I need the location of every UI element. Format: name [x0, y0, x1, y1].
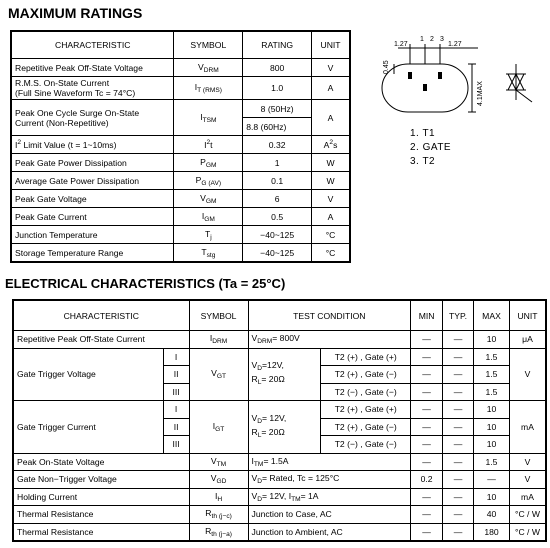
rating-cell: 0.5 — [243, 208, 312, 226]
table-row — [12, 226, 350, 244]
test-condition-cell: Junction to Case, AC — [248, 506, 411, 524]
pin-label: 2. GATE — [410, 142, 452, 153]
quadrant-cell: III — [163, 436, 189, 454]
table-row — [12, 136, 350, 154]
max-cell: 40 — [474, 506, 510, 524]
table-row — [14, 348, 546, 366]
typ-cell: — — [443, 436, 474, 454]
pin-number-label: 3 — [440, 36, 444, 43]
rating-cell: 0.1 — [243, 172, 312, 190]
max-cell: 1.5 — [474, 366, 510, 384]
quadrant-cell: I — [163, 401, 189, 419]
min-cell: — — [411, 401, 443, 419]
max-cell: 1.5 — [474, 453, 510, 471]
mode-cell: T2 (+) , Gate (−) — [321, 418, 411, 436]
max-cell: — — [474, 471, 510, 489]
test-condition-cell: $V_D= 12V$, $R_L= 20\Omega$ — [248, 401, 321, 454]
unit-cell: A — [312, 77, 350, 100]
symbol-cell: $I_{GM}$ — [174, 208, 243, 226]
unit-cell: W — [312, 154, 350, 172]
unit-cell: °C / W — [509, 523, 545, 541]
pin-number-label: 2 — [430, 36, 434, 43]
unit-cell: W — [312, 172, 350, 190]
rating-cell: 1 — [243, 154, 312, 172]
typ-cell: — — [443, 523, 474, 541]
table-header-row — [12, 32, 350, 59]
pin-mark — [408, 72, 412, 79]
dimension-label: 0.45 — [383, 60, 390, 74]
characteristic-cell: Peak Gate Voltage — [12, 190, 174, 208]
symbol-cell: $I^2t$ — [174, 136, 243, 154]
rating-cell: −40~125 — [243, 226, 312, 244]
electrical-characteristics-table — [13, 300, 546, 541]
pin-label: 3. T2 — [410, 156, 436, 167]
mode-cell: T2 (+) , Gate (−) — [321, 366, 411, 384]
column-header: SYMBOL — [189, 301, 248, 331]
symbol-cell: $T_{stg}$ — [174, 244, 243, 262]
symbol-cell: $I_{DRM}$ — [189, 331, 248, 349]
column-header: UNIT — [509, 301, 545, 331]
symbol-cell: $V_{GT}$ — [189, 348, 248, 401]
test-condition-cell: $I_{TM}= 1.5A$ — [248, 453, 411, 471]
unit-cell: mA — [509, 488, 545, 506]
characteristic-cell: Peak Gate Current — [12, 208, 174, 226]
table-row — [12, 100, 350, 118]
characteristic-cell: Gate Trigger Voltage — [14, 348, 164, 401]
table-row — [12, 172, 350, 190]
min-cell: — — [411, 506, 443, 524]
mode-cell: T2 (+) , Gate (+) — [321, 401, 411, 419]
unit-cell: V — [312, 190, 350, 208]
typ-cell: — — [443, 488, 474, 506]
column-header: TYP. — [443, 301, 474, 331]
unit-cell: °C — [312, 226, 350, 244]
rating-cell: 8 (50Hz) — [243, 100, 312, 118]
characteristic-cell: Peak On-State Voltage — [14, 453, 190, 471]
dimension-label: 1.27 — [394, 41, 408, 48]
pin-mark — [438, 72, 442, 79]
table-row — [14, 506, 546, 524]
unit-cell: A — [312, 208, 350, 226]
table-row — [12, 190, 350, 208]
symbol-cell: $T_j$ — [174, 226, 243, 244]
dimension-label: 1.27 — [448, 41, 462, 48]
pin-mark — [423, 84, 427, 91]
max-cell: 1.5 — [474, 383, 510, 401]
symbol-cell: $R_{th (j-c)}$ — [189, 506, 248, 524]
min-cell: — — [411, 418, 443, 436]
min-cell: — — [411, 331, 443, 349]
test-condition-cell: $V_D= 12V$, $I_{TM}= 1A$ — [248, 488, 411, 506]
characteristic-cell: Thermal Resistance — [14, 523, 190, 541]
pin-label: 1. T1 — [410, 128, 436, 139]
symbol-cell: $R_{th (j-a)}$ — [189, 523, 248, 541]
table-row — [14, 471, 546, 489]
symbol-cell: $I_H$ — [189, 488, 248, 506]
symbol-cell: $V_{DRM}$ — [174, 59, 243, 77]
quadrant-cell: I — [163, 348, 189, 366]
symbol-cell: $I_{GT}$ — [189, 401, 248, 454]
min-cell: — — [411, 453, 443, 471]
min-cell: — — [411, 436, 443, 454]
column-header: MAX — [474, 301, 510, 331]
max-cell: 10 — [474, 418, 510, 436]
column-header: MIN — [411, 301, 443, 331]
unit-cell: V — [509, 348, 545, 401]
rating-cell: 0.32 — [243, 136, 312, 154]
table-row — [14, 453, 546, 471]
typ-cell: — — [443, 471, 474, 489]
table-row — [14, 331, 546, 349]
mode-cell: T2 (−) , Gate (−) — [321, 383, 411, 401]
max-cell: 1.5 — [474, 348, 510, 366]
column-header: UNIT — [312, 32, 350, 59]
electrical-characteristics-title: ELECTRICAL CHARACTERISTICS (Ta = 25°C) — [5, 276, 286, 291]
table-header-row — [14, 301, 546, 331]
typ-cell: — — [443, 453, 474, 471]
unit-cell: mA — [509, 401, 545, 454]
column-header: CHARACTERISTIC — [12, 32, 174, 59]
table-row — [14, 488, 546, 506]
characteristic-cell: Holding Current — [14, 488, 190, 506]
characteristic-cell: R.M.S. On-State Current (Full Sine Waveform Tc = 74°C) — [12, 77, 174, 100]
symbol-cell: $I_{T (RMS)}$ — [174, 77, 243, 100]
characteristic-cell: Gate Trigger Current — [14, 401, 164, 454]
table-row — [14, 523, 546, 541]
characteristic-cell: Repetitive Peak Off-State Voltage — [12, 59, 174, 77]
symbol-cell: $V_{GD}$ — [189, 471, 248, 489]
min-cell: — — [411, 383, 443, 401]
package-outline-diagram — [378, 34, 546, 130]
mode-cell: T2 (+) , Gate (+) — [321, 348, 411, 366]
characteristic-cell: Peak One Cycle Surge On-State Current (Non-Repetitive) — [12, 100, 174, 136]
max-cell: 10 — [474, 436, 510, 454]
max-cell: 180 — [474, 523, 510, 541]
symbol-cell: $V_{GM}$ — [174, 190, 243, 208]
rating-cell: 1.0 — [243, 77, 312, 100]
characteristic-cell: Thermal Resistance — [14, 506, 190, 524]
test-condition-cell: $V_D=$ Rated, Tc = 125°C — [248, 471, 411, 489]
unit-cell: μA — [509, 331, 545, 349]
column-header: SYMBOL — [174, 32, 243, 59]
min-cell: — — [411, 523, 443, 541]
unit-cell: A — [312, 100, 350, 136]
test-condition-cell: $V_{DRM}= 800V$ — [248, 331, 411, 349]
unit-cell: V — [509, 453, 545, 471]
characteristic-cell: Average Gate Power Dissipation — [12, 172, 174, 190]
min-cell: — — [411, 366, 443, 384]
column-header: CHARACTERISTIC — [14, 301, 190, 331]
characteristic-cell: Peak Gate Power Dissipation — [12, 154, 174, 172]
unit-cell: °C — [312, 244, 350, 262]
typ-cell: — — [443, 366, 474, 384]
min-cell: 0.2 — [411, 471, 443, 489]
rating-cell: 6 — [243, 190, 312, 208]
table-row — [12, 59, 350, 77]
table-row — [12, 154, 350, 172]
symbol-cell: $V_{TM}$ — [189, 453, 248, 471]
column-header: RATING — [243, 32, 312, 59]
typ-cell: — — [443, 401, 474, 419]
unit-cell: $A^2s$ — [312, 136, 350, 154]
maximum-ratings-title: MAXIMUM RATINGS — [8, 5, 143, 21]
symbol-cell: $P_{GM}$ — [174, 154, 243, 172]
unit-cell: V — [509, 471, 545, 489]
typ-cell: — — [443, 383, 474, 401]
characteristic-cell: Storage Temperature Range — [12, 244, 174, 262]
min-cell: — — [411, 488, 443, 506]
mode-cell: T2 (−) , Gate (−) — [321, 436, 411, 454]
table-row — [12, 208, 350, 226]
quadrant-cell: III — [163, 383, 189, 401]
symbol-cell: $P_{G (AV)}$ — [174, 172, 243, 190]
rating-cell: 8.8 (60Hz) — [243, 118, 312, 136]
test-condition-cell: Junction to Ambient, AC — [248, 523, 411, 541]
rating-cell: 800 — [243, 59, 312, 77]
max-cell: 10 — [474, 331, 510, 349]
symbol-cell: $I_{TSM}$ — [174, 100, 243, 136]
max-cell: 10 — [474, 488, 510, 506]
min-cell: — — [411, 348, 443, 366]
quadrant-cell: II — [163, 418, 189, 436]
column-header: TEST CONDITION — [248, 301, 411, 331]
typ-cell: — — [443, 418, 474, 436]
pin-number-label: 1 — [420, 36, 424, 43]
quadrant-cell: II — [163, 366, 189, 384]
max-cell: 10 — [474, 401, 510, 419]
maximum-ratings-table — [11, 31, 350, 262]
table-row — [14, 401, 546, 419]
typ-cell: — — [443, 506, 474, 524]
triac-gate-line — [516, 90, 532, 102]
characteristic-cell: Junction Temperature — [12, 226, 174, 244]
table-row — [12, 77, 350, 100]
unit-cell: °C / W — [509, 506, 545, 524]
test-condition-cell: $V_D=12V$, $R_L= 20\Omega$ — [248, 348, 321, 401]
typ-cell: — — [443, 331, 474, 349]
table-row — [12, 244, 350, 262]
characteristic-cell: $I^2$ Limit Value (t = 1~10ms) — [12, 136, 174, 154]
rating-cell: −40~125 — [243, 244, 312, 262]
dimension-label: 4.1MAX — [477, 81, 484, 106]
unit-cell: V — [312, 59, 350, 77]
typ-cell: — — [443, 348, 474, 366]
characteristic-cell: Gate Non−Trigger Voltage — [14, 471, 190, 489]
characteristic-cell: Repetitive Peak Off-State Current — [14, 331, 190, 349]
